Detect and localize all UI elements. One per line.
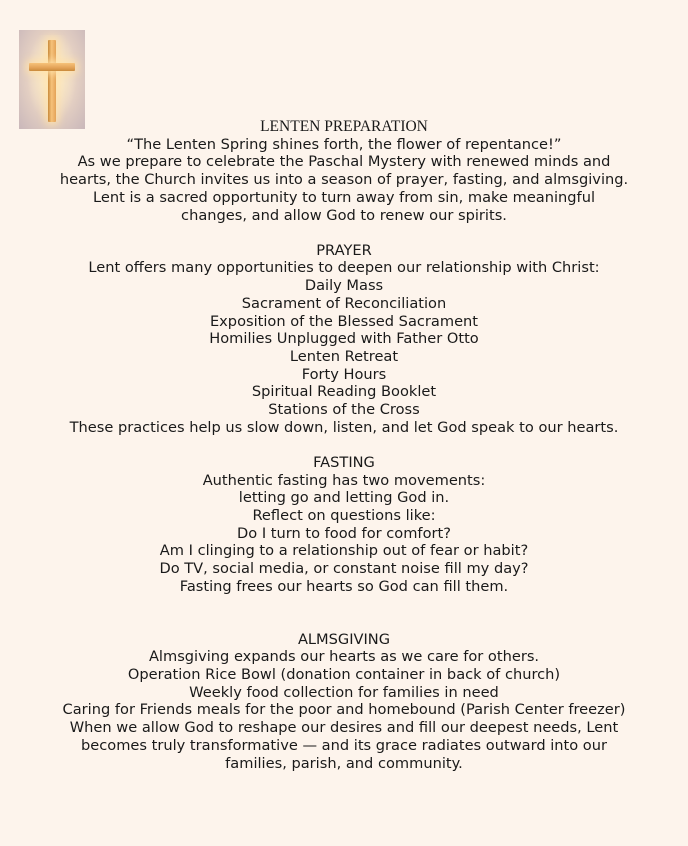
bulletin-content xyxy=(0,118,688,772)
fasting-line: Reflect on questions like: xyxy=(252,507,436,525)
prayer-heading: PRAYER xyxy=(316,241,372,259)
prayer-closing: These practices help us slow down, listen, and let God speak to our hearts. xyxy=(69,418,619,436)
fasting-line: Do TV, social media, or constant noise fill my day? xyxy=(159,560,529,578)
cross-image xyxy=(19,30,85,129)
almsgiving-line: Weekly food collection for families in need xyxy=(189,683,499,701)
almsgiving-line: families, parish, and community. xyxy=(225,754,463,772)
prayer-section xyxy=(0,242,688,437)
cross-icon-crossbar xyxy=(29,63,75,71)
fasting-section xyxy=(0,454,688,596)
prayer-item: Forty Hours xyxy=(301,365,387,383)
intro-quote: “The Lenten Spring shines forth, the flower of repentance!” xyxy=(126,135,562,153)
cross-icon xyxy=(48,40,56,122)
almsgiving-section xyxy=(0,631,688,773)
almsgiving-line: Caring for Friends meals for the poor and homebound (Parish Center freezer) xyxy=(62,701,626,719)
almsgiving-heading: ALMSGIVING xyxy=(297,630,391,648)
fasting-heading: FASTING xyxy=(313,453,375,471)
intro-line: changes, and allow God to renew our spirits. xyxy=(181,206,507,224)
prayer-item: Spiritual Reading Booklet xyxy=(251,383,437,401)
page-title: LENTEN PREPARATION xyxy=(260,118,428,135)
intro-line: As we prepare to celebrate the Paschal Mystery with renewed minds and xyxy=(77,153,611,171)
intro-line: Lent is a sacred opportunity to turn away from sin, make meaningful xyxy=(92,188,595,206)
prayer-item: Stations of the Cross xyxy=(268,401,420,419)
almsgiving-line: Operation Rice Bowl (donation container in back of church) xyxy=(127,665,561,683)
prayer-item: Exposition of the Blessed Sacrament xyxy=(209,312,479,330)
intro-section xyxy=(0,118,688,224)
fasting-line: letting go and letting God in. xyxy=(238,489,450,507)
prayer-item: Sacrament of Reconciliation xyxy=(241,294,447,312)
prayer-item: Daily Mass xyxy=(304,277,384,295)
almsgiving-line: Almsgiving expands our hearts as we care for others. xyxy=(148,648,540,666)
prayer-item: Homilies Unplugged with Father Otto xyxy=(209,330,479,348)
prayer-item: Lenten Retreat xyxy=(289,347,399,365)
almsgiving-line: When we allow God to reshape our desires and fill our deepest needs, Lent xyxy=(69,719,619,737)
almsgiving-line: becomes truly transformative — and its grace radiates outward into our xyxy=(81,736,607,754)
intro-line: hearts, the Church invites us into a season of prayer, fasting, and almsgiving. xyxy=(59,171,629,189)
prayer-intro: Lent offers many opportunities to deepen our relationship with Christ: xyxy=(88,259,600,277)
fasting-line: Am I clinging to a relationship out of fear or habit? xyxy=(159,542,529,560)
fasting-line: Fasting frees our hearts so God can fill them. xyxy=(179,577,509,595)
fasting-line: Authentic fasting has two movements: xyxy=(202,471,486,489)
fasting-line: Do I turn to food for comfort? xyxy=(237,524,451,542)
